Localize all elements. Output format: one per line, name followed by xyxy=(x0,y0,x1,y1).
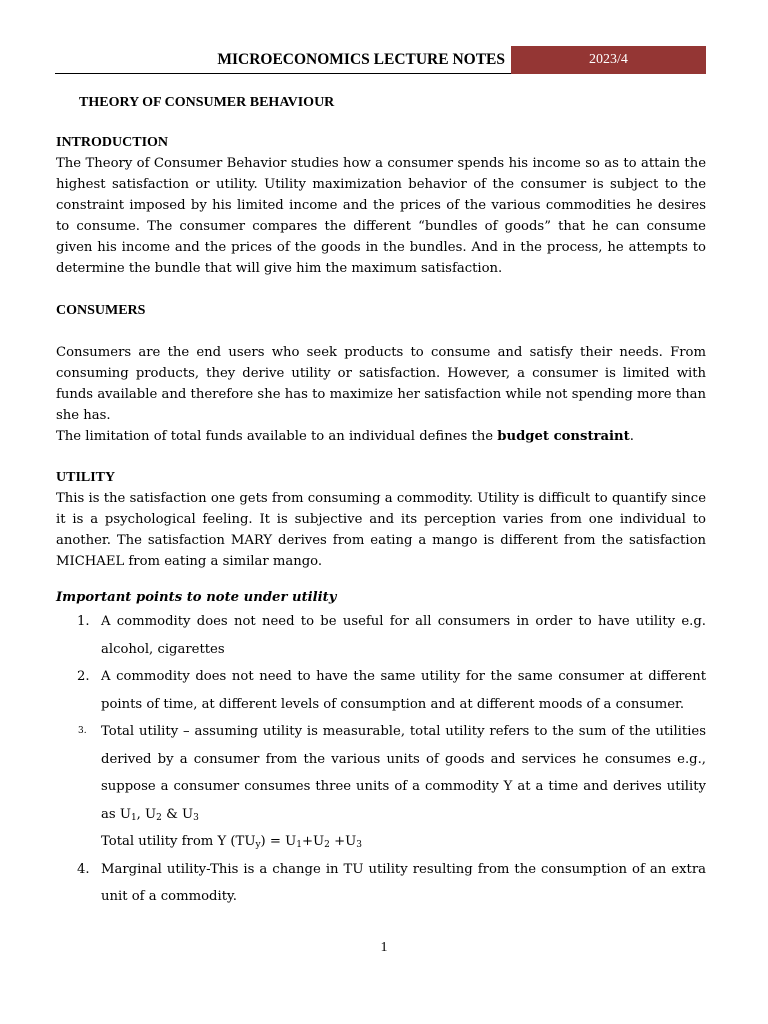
budget-constraint-sentence: The limitation of total funds available to an individual defines the budget constraint. xyxy=(56,429,634,444)
list-item: 3. Total utility – assuming utility is measurable, total utility refers to the sum of the utilities derived by a consumer from the various units of goods and services he consumes e.g., suppose a consumer consumes three units of a commodity Y at a time and derives utility as $U_1$, $U_2$ & $U_3$ Total utility from Y $(TU_y) = U_1+U_2 +U_3$ xyxy=(78,724,706,850)
important-points-heading: Important points to note under utility xyxy=(56,590,337,605)
total-utility-formula: Total utility from Y $(TU_y) = U_1+U_2 +U_3$ xyxy=(101,834,362,850)
consumers-heading: CONSUMERS xyxy=(56,303,146,318)
introduction-heading: INTRODUCTION xyxy=(56,135,169,150)
document-title: THEORY OF CONSUMER BEHAVIOUR xyxy=(79,95,335,110)
list-item: 1. A commodity does not need to be useful for all consumers in order to have utility e.g. alcohol, cigarettes xyxy=(77,614,706,657)
utility-points-list xyxy=(56,608,706,911)
list-item: 4. Marginal utility-This is a change in TU utility resulting from the consumption of an extra unit of a commodity. xyxy=(77,861,706,904)
budget-constraint-term: budget constraint xyxy=(497,429,630,444)
header-year-badge: 2023/4 xyxy=(511,46,706,74)
page-header xyxy=(55,46,706,74)
utility-paragraph: This is the satisfaction one gets from consuming a commodity. Utility is difficult to quantify since it is a psychological feeling. It is subjective and its perception varies from one individual to another. The satisfaction MARY derives from eating a mango is different from the satisfaction MICHAEL from eating a similar mango. xyxy=(56,491,706,569)
header-title: MICROECONOMICS LECTURE NOTES xyxy=(217,51,505,68)
list-item: 2. A commodity does not need to have the same utility for the same consumer at different points of time, at different levels of consumption and at different moods of a consumer. xyxy=(77,669,706,712)
page-number: 1 xyxy=(380,940,388,955)
document-body xyxy=(56,92,706,911)
consumers-paragraph: Consumers are the end users who seek products to consume and satisfy their needs. From consuming products, they derive utility or satisfaction. However, a consumer is limited with funds available and therefore she has to maximize her satisfaction while not spending more than she has. xyxy=(56,345,706,423)
introduction-paragraph: The Theory of Consumer Behavior studies how a consumer spends his income so as to attain the highest satisfaction or utility. Utility maximization behavior of the consumer is subject to the constraint imposed by his limited income and the prices of the various commodities he desires to consume. The consumer compares the different “bundles of goods” that he can consume given his income and the prices of the goods in the bundles. And in the process, he attempts to determine the bundle that will give him the maximum satisfaction. xyxy=(56,156,706,276)
utility-heading: UTILITY xyxy=(56,470,116,485)
header-rule xyxy=(55,73,511,74)
